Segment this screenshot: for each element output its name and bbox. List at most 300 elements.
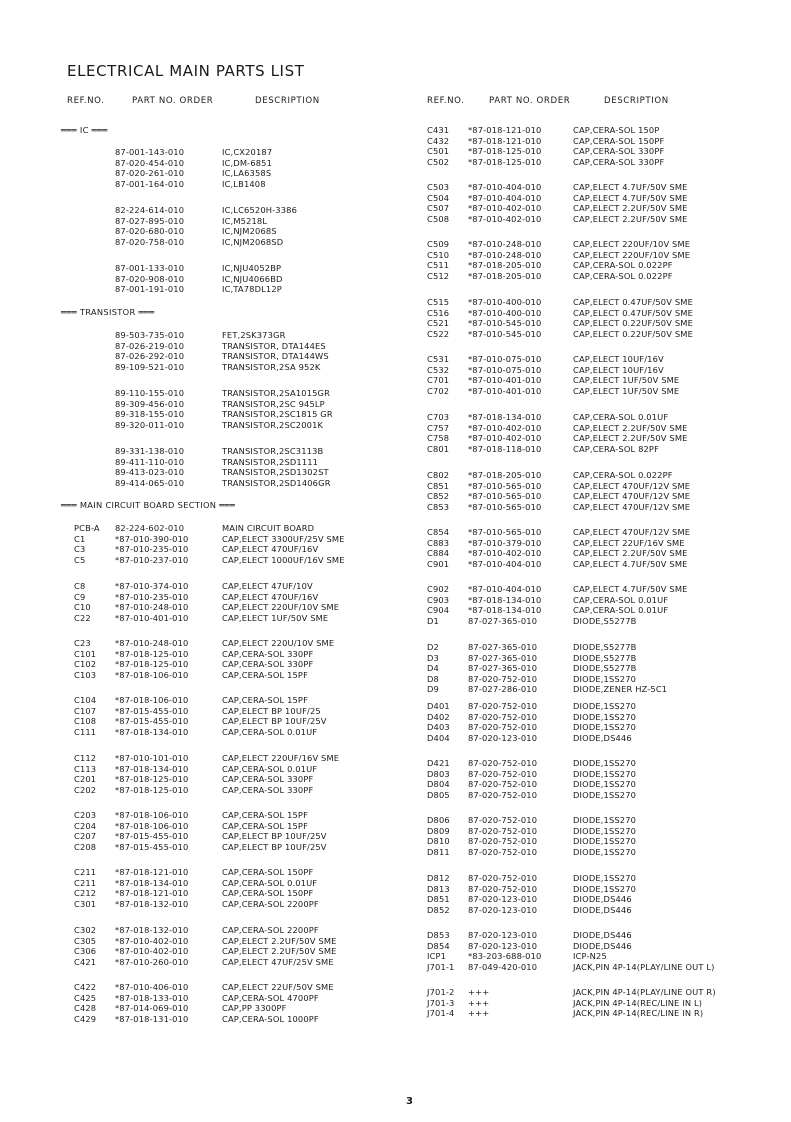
ref-no: C211 [74,867,97,877]
ref-no: C883 [427,537,450,548]
description: TRANSISTOR,2SD1111 [222,456,319,467]
description: DIODE,S5277B [573,663,637,674]
description: CAP,ELECT 470UF/16V [222,544,319,555]
description: CAP,ELECT 1UF/50V SME [573,375,680,386]
part-no-header: PART NO. ORDER [132,96,214,106]
ref-no: C204 [74,820,97,831]
description: CAP,ELECT 1UF/50V SME [222,612,329,623]
ref-no: C202 [74,784,97,795]
part-no: *87-018-132-010 [115,898,189,909]
description: CAP,CERA-SOL 0.01UF [222,877,318,888]
part-no: 87-020-752-010 [468,758,538,768]
description: CAP,ELECT 470UF/12V SME [573,491,691,502]
ref-no: D812 [427,873,450,883]
ref-no: C503 [427,182,450,192]
description: CAP,ELECT 220UF/16V SME [222,753,340,763]
part-no: *87-018-133-010 [115,992,189,1003]
ref-no: C3 [74,544,86,555]
ref-no: D401 [427,701,450,711]
description: ICP-N25 [573,951,607,962]
description: TRANSISTOR,2SD1302ST [222,467,329,478]
description: CAP,ELECT 4.7UF/50V SME [573,558,688,569]
description: IC,M5218L [222,215,268,226]
page-title: ELECTRICAL MAIN PARTS LIST [67,62,305,80]
description: DIODE,1SS270 [573,815,637,825]
ref-no: C516 [427,307,450,318]
part-no: 89-110-155-010 [115,388,185,398]
ref-no: C5 [74,554,86,565]
description: DIODE,1SS270 [573,758,637,768]
description: IC,NJM2068SD [222,236,284,247]
description: CAP,ELECT 1UF/50V SME [573,385,680,396]
description: CAP,ELECT 22UF/16V SME [573,537,685,548]
part-no: *87-010-406-010 [115,982,189,992]
part-no: *87-010-565-010 [468,491,542,502]
part-no: 87-026-292-010 [115,351,185,362]
part-no: +++ [468,1008,490,1019]
description: IC,NJU4052BP [222,263,282,273]
ref-no: D403 [427,722,450,733]
description: TRANSISTOR, DTA144ES [222,340,326,351]
part-no: *87-010-565-010 [468,527,542,537]
description: CAP,CERA-SOL 0.01UF [573,594,669,605]
description: CAP,ELECT 1000UF/16V SME [222,554,345,565]
ref-no: C201 [74,774,97,785]
description: CAP,CERA-SOL 0.01UF [573,412,669,422]
description: CAP,CERA-SOL 15PF [222,820,309,831]
ref-no: C22 [74,612,91,623]
part-no: *87-018-134-010 [115,877,189,888]
part-no: 87-027-365-010 [468,663,538,674]
description: DIODE,1SS270 [573,836,637,847]
part-no: 87-020-123-010 [468,904,538,915]
ref-no: C428 [74,1003,97,1014]
part-no: *87-018-121-010 [115,867,189,877]
part-no: *87-018-121-010 [115,888,189,899]
description: TRANSISTOR,2SC2001K [222,419,324,430]
part-no: *87-010-402-010 [468,433,542,444]
description: IC,CX20187 [222,147,273,157]
ref-no: C851 [427,480,450,491]
part-no: 87-020-752-010 [468,673,538,684]
part-no: *87-018-134-010 [115,726,189,737]
part-no: *87-015-455-010 [115,705,189,716]
part-no: *87-010-402-010 [468,213,542,224]
ref-no: C10 [74,602,91,613]
description: IC,NJU4066BD [222,273,283,284]
ref-no: D404 [427,732,450,743]
ref-no: C111 [74,726,97,737]
part-no: 87-027-365-010 [468,652,538,663]
description: CAP,ELECT 2.2UF/50V SME [573,213,688,224]
description: JACK,PIN 4P-14(REC/LINE IN R) [573,1008,704,1019]
description: TRANSISTOR,2SC 945LP [222,398,325,409]
part-no: *87-010-248-010 [115,638,189,648]
part-no: 87-020-752-010 [468,836,538,847]
description: FET,2SK373GR [222,330,286,340]
part-no: *87-010-101-010 [115,753,189,763]
ref-no: C211 [74,877,97,888]
part-no: *87-010-374-010 [115,581,189,591]
ref-no: C852 [427,491,450,502]
part-no: 87-027-895-010 [115,215,185,226]
ref-no: D402 [427,711,450,722]
description: DIODE,DS446 [573,930,632,940]
ref-no: C107 [74,705,97,716]
part-no: *87-018-134-010 [115,763,189,774]
description: JACK,PIN 4P-14(REC/LINE IN L) [573,997,703,1008]
ref-no: C509 [427,239,450,249]
part-no: *87-015-455-010 [115,831,189,842]
description: CAP,ELECT 470UF/16V [222,591,319,602]
ref-no: D2 [427,642,439,652]
description: CAP,CERA-SOL 2200PF [222,898,319,909]
part-no: *87-018-125-010 [468,146,542,157]
ref-no: C802 [427,470,450,480]
part-no: *87-010-400-010 [468,297,542,307]
ref-no: C904 [427,605,450,616]
ref-no: C701 [427,375,450,386]
description: CAP,ELECT 2.2UF/50V SME [573,433,688,444]
part-no: *87-010-400-010 [468,307,542,318]
description: DIODE,1SS270 [573,883,637,894]
ref-no: C758 [427,433,450,444]
description: CAP,ELECT 2.2UF/50V SME [573,203,688,214]
ref-no: D805 [427,789,450,800]
ref-no: J701-1 [427,961,455,972]
ic-section-title: ═══ IC ═══ [61,125,108,135]
description: CAP,ELECT 47UF/25V SME [222,956,334,967]
part-no: *83-203-688-010 [468,951,542,962]
description: CAP,CERA-SOL 330PF [222,659,314,670]
part-no: 87-020-123-010 [468,940,538,951]
description: CAP,ELECT 47UF/10V [222,581,313,591]
ref-no: C515 [427,297,450,307]
description: CAP,CERA-SOL 1000PF [222,1013,319,1024]
ref-no: D9 [427,684,439,695]
description: CAP,CERA-SOL 330PF [222,774,314,785]
ref-no: D1 [427,615,439,626]
part-no: +++ [468,987,490,997]
description: CAP,CERA-SOL 150PF [222,888,314,899]
ref-no: C425 [74,992,97,1003]
part-no: 87-020-758-010 [115,236,185,247]
ref-no: C901 [427,558,450,569]
description: DIODE,1SS270 [573,701,637,711]
ref-no: D803 [427,768,450,779]
part-no: *87-018-134-010 [468,605,542,616]
part-no: *87-010-248-010 [115,602,189,613]
part-no: 87-020-752-010 [468,873,538,883]
ref-no: ICP1 [427,951,447,962]
description: CAP,ELECT 470UF/12V SME [573,501,691,512]
description: DIODE,S5277B [573,652,637,663]
part-no: 87-020-752-010 [468,789,538,800]
part-no: *87-018-125-010 [115,648,189,659]
ref-no: C212 [74,888,97,899]
part-no: 89-320-011-010 [115,419,185,430]
part-no: *87-010-404-010 [468,192,542,203]
part-no: *87-010-235-010 [115,544,189,555]
part-no: *87-010-248-010 [468,239,542,249]
part-no: *87-018-125-010 [115,774,189,785]
part-no: 89-503-735-010 [115,330,185,340]
ref-no: C521 [427,318,450,329]
ref-no: C432 [427,135,450,146]
part-no: +++ [468,997,490,1008]
part-no: 87-020-123-010 [468,894,538,905]
ref-no: D8 [427,673,439,684]
ref-no: D811 [427,846,450,857]
part-no: *87-014-069-010 [115,1003,189,1014]
description: CAP,ELECT 220UF/10V SME [222,602,340,613]
description: TRANSISTOR,2SC1815 GR [222,409,333,420]
part-no: 87-001-143-010 [115,147,185,157]
description: IC,LA6358S [222,168,272,179]
description: CAP,PP 3300PF [222,1003,287,1014]
description: CAP,ELECT 0.22UF/50V SME [573,328,693,339]
part-no: *87-018-106-010 [115,810,189,820]
description: CAP,ELECT 4.7UF/50V SME [573,584,688,594]
description: CAP,CERA-SOL 150PF [573,135,665,146]
description: DIODE,1SS270 [573,789,637,800]
part-no: *87-010-401-010 [115,612,189,623]
part-no: *87-018-134-010 [468,594,542,605]
part-no: 87-027-286-010 [468,684,538,695]
part-no: 87-020-752-010 [468,815,538,825]
ref-no: D421 [427,758,450,768]
ref-no: J701-3 [427,997,455,1008]
part-no: *87-010-402-010 [468,422,542,433]
ref-no: C801 [427,443,450,454]
ref-no: C207 [74,831,97,842]
part-no: 87-020-908-010 [115,273,185,284]
part-no: *87-010-402-010 [468,203,542,214]
description: DIODE,ZENER HZ-5C1 [573,684,668,695]
part-no: *87-018-121-010 [468,135,542,146]
main-board-section-title: ═══ MAIN CIRCUIT BOARD SECTION ═══ [61,500,236,510]
description: CAP,ELECT BP 10UF/25V [222,841,327,852]
ref-no-header: REF.NO. [67,96,105,106]
description: CAP,ELECT 220UF/10V SME [573,239,691,249]
ref-no: D806 [427,815,450,825]
description-header: DESCRIPTION [604,96,669,106]
ref-no: D809 [427,825,450,836]
ref-no: C8 [74,581,86,591]
transistor-section-title: ═══ TRANSISTOR ═══ [61,307,155,317]
part-no: *87-010-402-010 [115,946,189,957]
description: IC,LB1408 [222,178,266,189]
part-no: 87-027-365-010 [468,615,538,626]
ref-no: C501 [427,146,450,157]
part-no: 87-020-123-010 [468,732,538,743]
part-no: 87-049-420-010 [468,961,538,972]
ref-no: C884 [427,548,450,559]
description: DIODE,1SS270 [573,873,637,883]
description: CAP,ELECT 2.2UF/50V SME [573,548,688,559]
part-no: *87-010-404-010 [468,558,542,569]
description: CAP,CERA-SOL 330PF [222,784,314,795]
ref-no: D813 [427,883,450,894]
description: DIODE,DS446 [573,904,632,915]
part-no: *87-015-455-010 [115,716,189,727]
ref-no: D853 [427,930,450,940]
description: CAP,ELECT 0.47UF/50V SME [573,297,693,307]
part-no: 87-020-752-010 [468,883,538,894]
description: CAP,CERA-SOL 15PF [222,810,309,820]
ref-no: C203 [74,810,97,820]
ref-no: D804 [427,779,450,790]
ref-no: D851 [427,894,450,905]
description: CAP,ELECT BP 10UF/25V [222,831,327,842]
ref-no: C431 [427,125,450,135]
description: DIODE,DS446 [573,894,632,905]
part-no: 87-026-219-010 [115,340,185,351]
part-no: *87-010-565-010 [468,480,542,491]
part-no: *87-018-125-010 [115,659,189,670]
part-no: 87-020-680-010 [115,226,185,237]
description: JACK,PIN 4P-14(PLAY/LINE OUT R) [573,987,716,997]
ref-no: C306 [74,946,97,957]
description: CAP,ELECT 0.22UF/50V SME [573,318,693,329]
ref-no: C108 [74,716,97,727]
part-no: *87-010-401-010 [468,375,542,386]
part-no: *87-018-106-010 [115,820,189,831]
part-no: *87-015-455-010 [115,841,189,852]
description: CAP,CERA-SOL 82PF [573,443,660,454]
part-no: *87-010-237-010 [115,554,189,565]
ref-no: C507 [427,203,450,214]
ref-no: C1 [74,533,86,544]
description: CAP,ELECT 10UF/16V [573,354,664,364]
ref-no: C422 [74,982,97,992]
part-no: 89-331-138-010 [115,446,185,456]
ref-no: C902 [427,584,450,594]
description: TRANSISTOR,2SA 952K [222,361,321,372]
ref-no: C302 [74,925,97,935]
description: CAP,CERA-SOL 15PF [222,669,309,680]
ref-no: C702 [427,385,450,396]
ref-no: C301 [74,898,97,909]
part-no: *87-010-402-010 [115,935,189,946]
part-no: *87-018-205-010 [468,470,542,480]
part-no: 87-020-752-010 [468,768,538,779]
part-no: 89-413-023-010 [115,467,185,478]
part-no: *87-010-402-010 [468,548,542,559]
part-no: *87-018-132-010 [115,925,189,935]
description: CAP,CERA-SOL 0.01UF [222,726,318,737]
part-no-header: PART NO. ORDER [489,96,571,106]
description: CAP,ELECT 470UF/12V SME [573,527,691,537]
description: CAP,ELECT BP 10UF/25V [222,716,327,727]
description: TRANSISTOR,2SC3113B [222,446,324,456]
part-no: 89-309-456-010 [115,398,185,409]
description: CAP,CERA-SOL 15PF [222,695,309,705]
description: DIODE,1SS270 [573,711,637,722]
ref-no: C208 [74,841,97,852]
part-no: *87-018-125-010 [468,156,542,167]
part-no: 82-224-602-010 [115,523,185,533]
description: DIODE,1SS270 [573,673,637,684]
part-no: *87-010-404-010 [468,182,542,192]
part-no: 87-001-164-010 [115,178,185,189]
ref-no: C504 [427,192,450,203]
ref-no: D3 [427,652,439,663]
description: JACK,PIN 4P-14(PLAY/LINE OUT L) [573,961,715,972]
ref-no: C112 [74,753,97,763]
part-no: 87-020-752-010 [468,825,538,836]
ref-no: D854 [427,940,450,951]
description: DIODE,1SS270 [573,846,637,857]
part-no: 87-020-454-010 [115,157,185,168]
part-no: *87-010-565-010 [468,501,542,512]
description: CAP,CERA-SOL 4700PF [222,992,319,1003]
part-no: 89-109-521-010 [115,361,185,372]
description: CAP,ELECT 470UF/12V SME [573,480,691,491]
ref-no: C522 [427,328,450,339]
description: DIODE,DS446 [573,732,632,743]
part-no: 87-001-133-010 [115,263,185,273]
ref-no: C510 [427,249,450,260]
part-no: *87-018-121-010 [468,125,542,135]
ref-no: C532 [427,364,450,375]
description: TRANSISTOR,2SD1406GR [222,477,331,488]
description: CAP,CERA-SOL 150P [573,125,660,135]
description: CAP,CERA-SOL 330PF [222,648,314,659]
ref-no: C23 [74,638,91,648]
description-header: DESCRIPTION [255,96,320,106]
description: IC,TA78DL12P [222,284,282,295]
part-no: 87-020-752-010 [468,722,538,733]
ref-no: C101 [74,648,97,659]
description: DIODE,1SS270 [573,825,637,836]
description: CAP,CERA-SOL 330PF [573,156,665,167]
description: MAIN CIRCUIT BOARD [222,523,315,533]
description: CAP,ELECT 4.7UF/50V SME [573,182,688,192]
description: CAP,CERA-SOL 0.022PF [573,470,673,480]
ref-no: C102 [74,659,97,670]
page-number: 3 [406,1096,413,1107]
description: TRANSISTOR,2SA1015GR [222,388,331,398]
part-no: *87-018-106-010 [115,669,189,680]
part-no: *87-018-205-010 [468,260,542,271]
part-no: 87-020-261-010 [115,168,185,179]
description: CAP,CERA-SOL 0.022PF [573,270,673,281]
ref-no: C531 [427,354,450,364]
description: CAP,CERA-SOL 330PF [573,146,665,157]
description: DIODE,S5277B [573,642,637,652]
part-no: 82-224-614-010 [115,205,185,215]
description: CAP,CERA-SOL 0.022PF [573,260,673,271]
ref-no: C502 [427,156,450,167]
description: DIODE,DS446 [573,940,632,951]
part-no: *87-010-390-010 [115,533,189,544]
description: CAP,ELECT 10UF/16V [573,364,664,375]
description: IC,LC6520H-3386 [222,205,298,215]
part-no: 87-027-365-010 [468,642,538,652]
description: TRANSISTOR, DTA144WS [222,351,329,362]
part-no: *87-018-205-010 [468,270,542,281]
part-no: 87-001-191-010 [115,284,185,295]
description: DIODE,1SS270 [573,768,637,779]
part-no: *87-010-401-010 [468,385,542,396]
ref-no: D810 [427,836,450,847]
part-no: *87-018-106-010 [115,695,189,705]
description: CAP,ELECT 220U/10V SME [222,638,335,648]
description: CAP,ELECT 4.7UF/50V SME [573,192,688,203]
ref-no: J701-2 [427,987,455,997]
description: CAP,ELECT 2.2UF/50V SME [222,946,337,957]
